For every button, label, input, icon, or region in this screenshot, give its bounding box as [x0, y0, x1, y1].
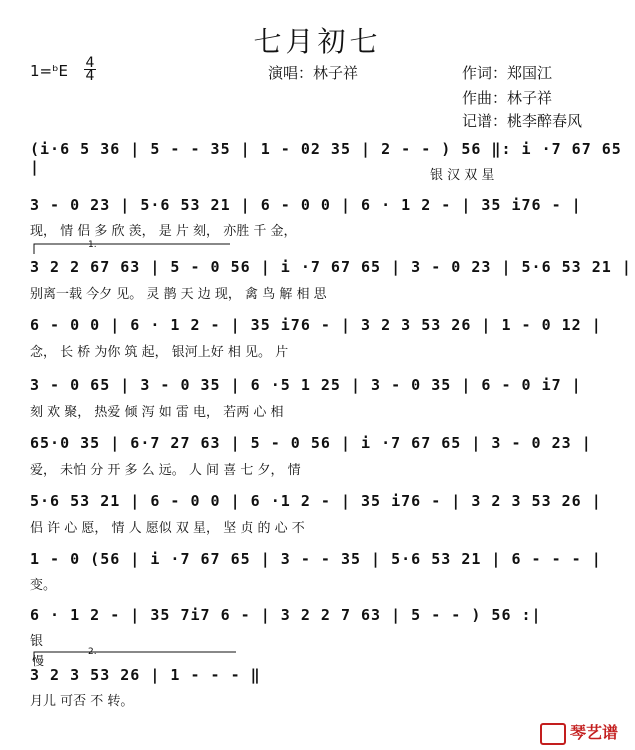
composer-credit: 作曲：林子祥	[462, 89, 553, 107]
site-logo	[540, 720, 618, 745]
notation-row: 3 - 0 65 | 3 - 0 35 | 6 ·5 1 25 | 3 - 0 35 | 6 - 0 i7 |	[30, 376, 582, 394]
lyrics-row: 月儿 可否 不 转。	[30, 694, 134, 709]
notation-row: 3 - 0 23 | 5·6 53 21 | 6 - 0 0 | 6 · 1 2 - | 35 i76 - |	[30, 196, 582, 214]
lyrics-row: 银	[30, 634, 44, 649]
notation-row: 5·6 53 21 | 6 - 0 0 | 6 ·1 2 - | 35 i76 - | 3 2 3 53 26 |	[30, 492, 602, 510]
logo-icon	[540, 723, 566, 745]
volta-2-label: 2.	[88, 647, 97, 657]
lyrics-row: 刻 欢 聚， 热爱 倾 泻 如 雷 电， 若两 心 相	[30, 405, 284, 420]
lyrics-row: 变。	[30, 578, 57, 593]
lyrics-row: 现， 情 侣 多 欣 羡， 是 片 刻， 亦胜 千 金，	[30, 224, 297, 239]
logo-text: 琴艺谱	[570, 723, 619, 742]
notation-row: 65·0 35 | 6·7 27 63 | 5 - 0 56 | i ·7 67 65 | 3 - 0 23 |	[30, 434, 592, 452]
lyrics-row: 别离一载 今夕 见。 灵 鹊 天 边 现， 禽 鸟 解 相 思	[30, 287, 327, 302]
notation-row: (i·6 5 36 | 5 - - 35 | 1 - 02 35 | 2 - - ) 56 ‖: i ·7 67 65 |	[30, 140, 622, 176]
notation-row: 6 · 1 2 - | 35 7i7 6 - | 3 2 2 7 63 | 5 - - ) 56 :|	[30, 606, 542, 624]
lyrics-row: 银 汉 双 星	[430, 168, 495, 183]
notation-row: 3 2 2 67 63 | 5 - 0 56 | i ·7 67 65 | 3 - 0 23 | 5·6 53 21 |	[30, 258, 632, 276]
time-signature-bottom: 4	[85, 68, 95, 84]
time-signature-top: 4	[85, 55, 95, 71]
lyricist-credit: 作词：郑国江	[462, 64, 553, 82]
lyrics-row: 爱， 未怕 分 开 多 么 远。 人 间 喜 七 夕， 情	[30, 463, 301, 478]
notation-row: 3 2 3 53 26 | 1 - - - ‖	[30, 666, 261, 684]
lyrics-row: 侣 许 心 愿， 情 人 愿似 双 星， 坚 贞 的 心 不	[30, 521, 305, 536]
lyrics-row: 念， 长 桥 为你 筑 起， 银河上好 相 见。 片	[30, 345, 289, 360]
key-signature: 1=ᵇE	[30, 62, 69, 80]
singer-credit: 演唱：林子祥	[268, 64, 359, 82]
volta-1-label: 1.	[88, 240, 97, 250]
page-title: 七月初七	[253, 25, 382, 58]
notation-row: 6 - 0 0 | 6 · 1 2 - | 35 i76 - | 3 2 3 53 26 | 1 - 0 12 |	[30, 316, 602, 334]
slow-mark: 慢	[32, 654, 45, 668]
notation-row: 1 - 0 (56 | i ·7 67 65 | 3 - - 35 | 5·6 53 21 | 6 - - - |	[30, 550, 602, 568]
transcriber-credit: 记谱：桃李醉春风	[462, 112, 583, 130]
